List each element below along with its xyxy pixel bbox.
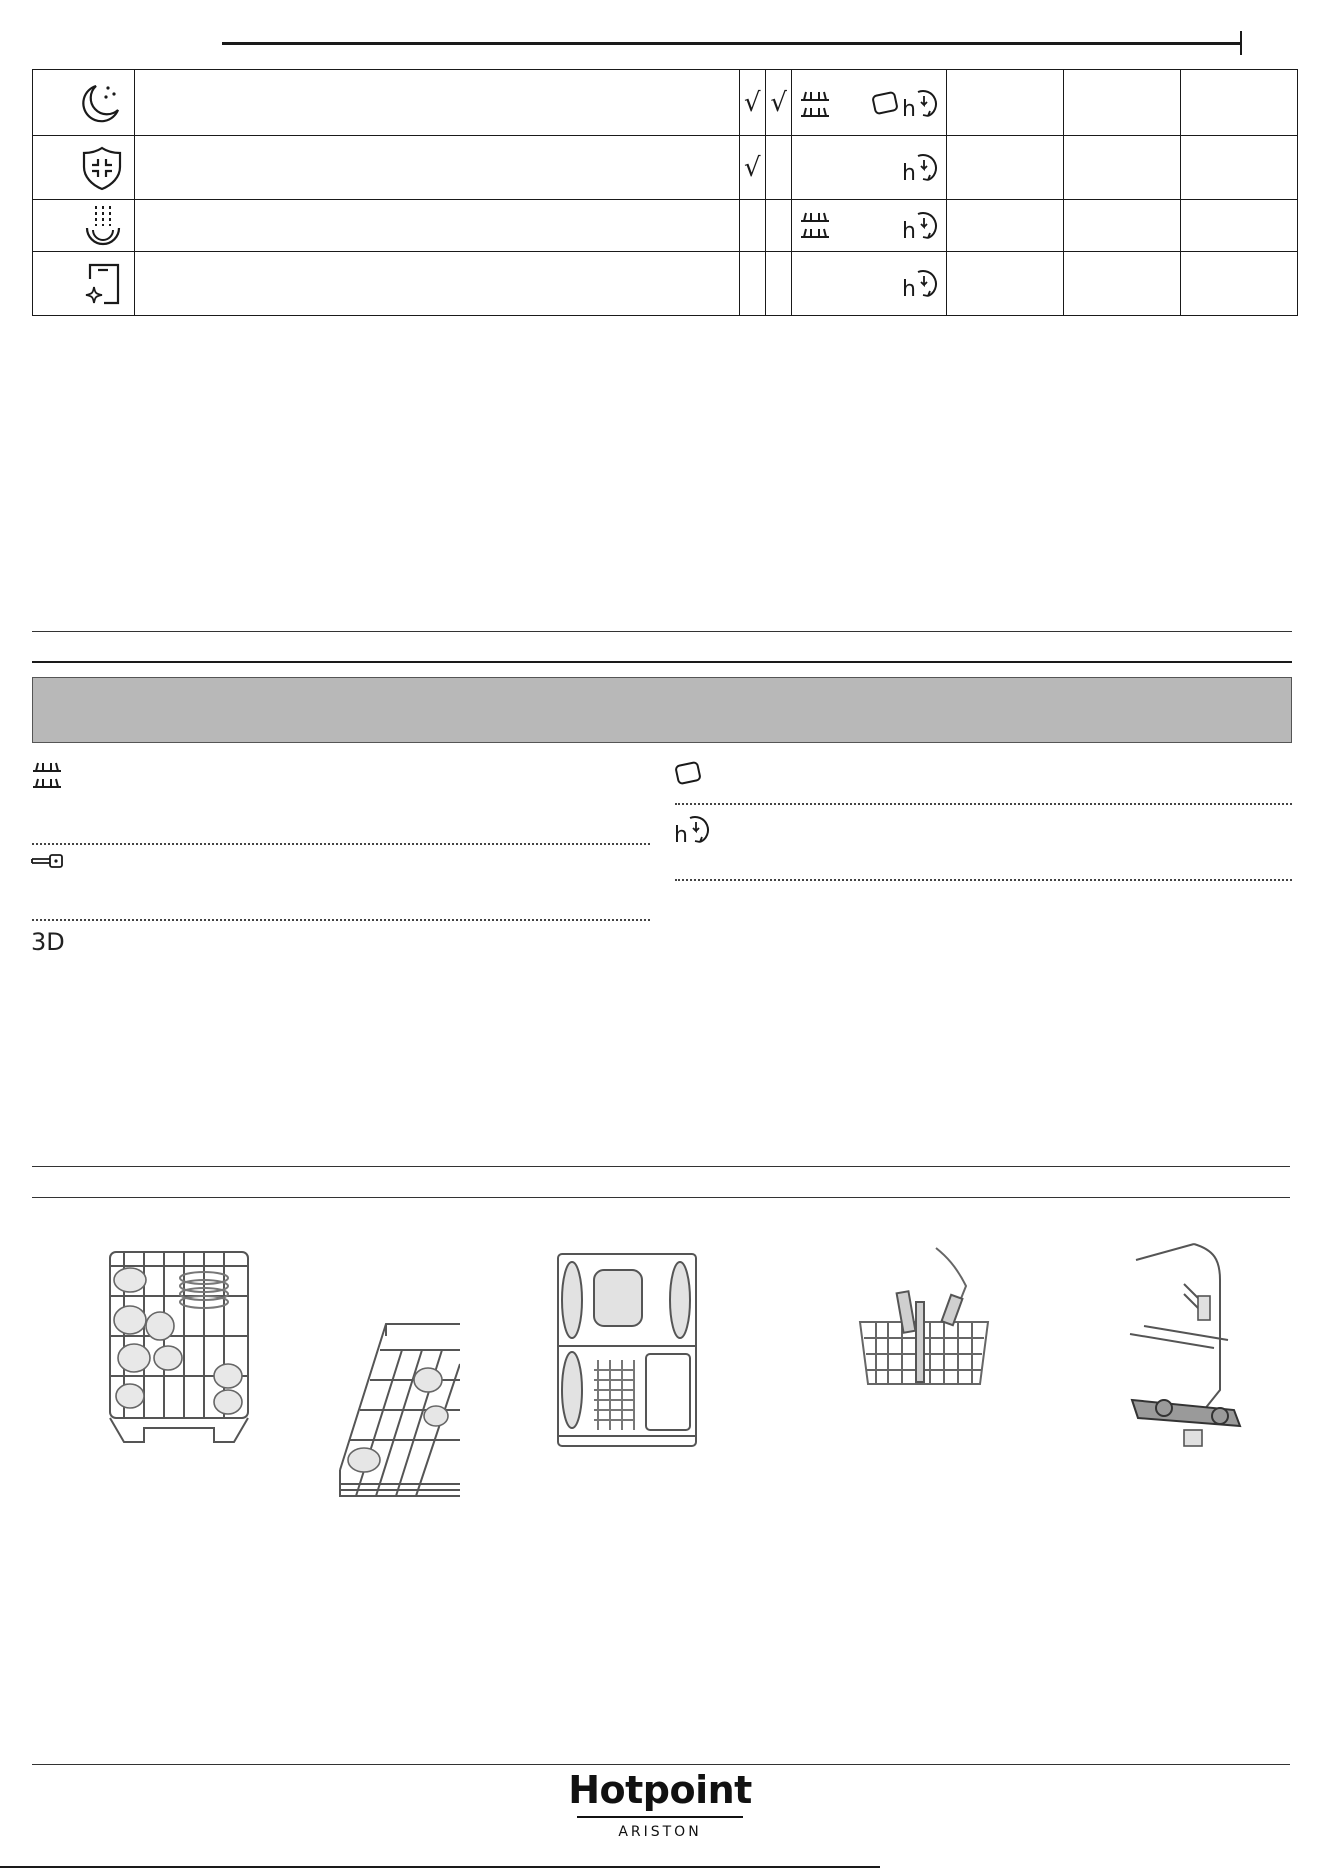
spray-arms-illustration: [1124, 1240, 1248, 1450]
options-cell: [792, 252, 946, 316]
brand-rule: [577, 1816, 743, 1818]
value-cell: [946, 136, 1064, 200]
door-lock-icon: [30, 852, 66, 870]
section-rule: [32, 631, 1292, 632]
value-cell: [1181, 252, 1298, 316]
check-cell-b: [765, 200, 791, 252]
tablet-icon: [673, 760, 703, 786]
programme-table: [32, 69, 1298, 316]
brand-subtitle: ARISTON: [618, 1824, 702, 1840]
options-banner: [32, 677, 1292, 743]
delay-start-icon: [900, 266, 938, 302]
rinse-icon: [82, 204, 124, 248]
svg-text:h: h: [902, 161, 917, 186]
night-moon-icon: [78, 80, 124, 126]
legend-separator: [32, 843, 650, 845]
half-load-icon: [30, 758, 64, 792]
dishwasher-front-illustration: [554, 1250, 700, 1450]
half-load-icon: [798, 209, 832, 241]
brand-logo: [540, 1768, 780, 1840]
value-cell: [946, 200, 1064, 252]
sanitize-shield-icon: [80, 145, 124, 191]
lower-rack-illustration: [104, 1246, 254, 1446]
header-rule-end: [1240, 31, 1242, 55]
svg-text:h: h: [902, 277, 917, 302]
table-row: [33, 200, 1298, 252]
value-cell: [1064, 136, 1181, 200]
delay-start-icon: [672, 812, 710, 848]
check-cell-a: [739, 252, 765, 316]
icon-cell: [33, 200, 135, 252]
cutlery-basket-illustration: [856, 1246, 992, 1386]
self-clean-icon: [82, 261, 124, 307]
check-cell-a: [739, 200, 765, 252]
rack-detail-illustration: [336, 1320, 460, 1500]
options-cell: [792, 136, 946, 200]
half-load-icon: [798, 88, 832, 120]
delay-start-icon: [900, 208, 938, 244]
description-cell: [134, 200, 739, 252]
check-cell-b: [765, 252, 791, 316]
value-cell: [1181, 70, 1298, 136]
bottom-rule: [0, 1866, 880, 1868]
footer-rule: [32, 1764, 1290, 1765]
table-row: [33, 252, 1298, 316]
section-rule: [32, 661, 1292, 663]
value-cell: [1064, 252, 1181, 316]
icon-cell: [33, 136, 135, 200]
options-cell: [792, 200, 946, 252]
value-cell: [1181, 136, 1298, 200]
check-cell-b: √: [765, 70, 791, 136]
table-row: [33, 136, 1298, 200]
svg-text:h: h: [902, 219, 917, 244]
brand-name: Hotpoint: [568, 1768, 752, 1812]
check-cell-b: [765, 136, 791, 200]
value-cell: [1064, 200, 1181, 252]
legend-separator: [675, 879, 1292, 881]
value-cell: [1181, 200, 1298, 252]
legend-separator: [32, 919, 650, 921]
description-cell: [134, 136, 739, 200]
legend-separator: [675, 803, 1292, 805]
description-cell: [134, 252, 739, 316]
tablet-icon: [870, 90, 900, 116]
icon-cell: [33, 70, 135, 136]
description-cell: [134, 70, 739, 136]
section-rule: [32, 1197, 1290, 1198]
delay-start-icon: [900, 86, 938, 122]
options-cell: [792, 70, 946, 136]
3d-label: 3D: [31, 928, 65, 956]
value-cell: [1064, 70, 1181, 136]
value-cell: [946, 70, 1064, 136]
delay-start-icon: [900, 150, 938, 186]
svg-text:h: h: [902, 97, 917, 122]
table-row: [33, 70, 1298, 136]
icon-cell: [33, 252, 135, 316]
check-cell-a: √: [739, 70, 765, 136]
section-rule: [32, 1166, 1290, 1167]
svg-text:h: h: [674, 823, 688, 848]
header-rule: [222, 42, 1240, 45]
check-cell-a: √: [739, 136, 765, 200]
value-cell: [946, 252, 1064, 316]
